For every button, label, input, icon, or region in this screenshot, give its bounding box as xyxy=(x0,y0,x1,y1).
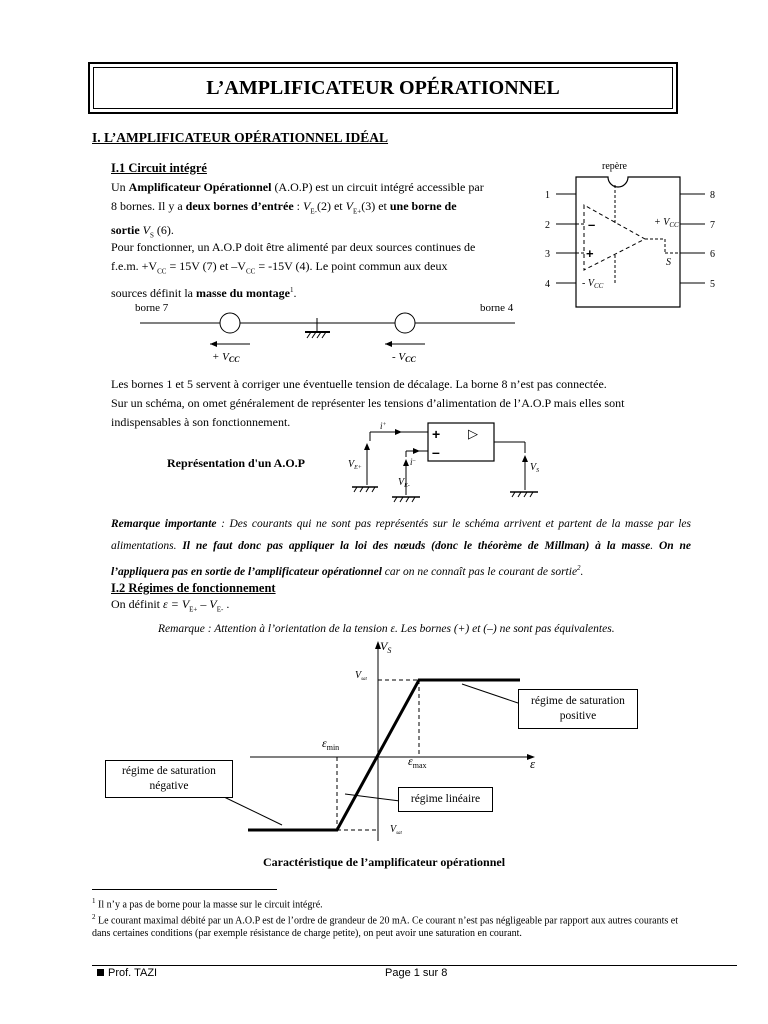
pin-3: 3 xyxy=(545,249,550,260)
repr-minus: – xyxy=(432,444,440,460)
borne4-label: borne 4 xyxy=(480,302,514,314)
paragraph-offset: Les bornes 1 et 5 servent à corriger une éventuelle tension de décalage. La borne 8 n’est pas connectée. Sur un schéma, on omet généralement de représenter les tensions d’alimentation de l’A.O.P mais elles sont indispensables à son fonctionnement. xyxy=(111,377,625,429)
label-emin: $\varepsilon_{min}$ xyxy=(322,736,340,752)
paragraph-intro: Un Amplificateur Opérationnel (A.O.P) est un circuit intégré accessible par 8 bornes. Il y a deux bornes d’entrée : $V_{E-}(2)$ et $V_{E+}(3)$ et une borne de sortie $V_S$ (6). xyxy=(111,180,484,240)
remark-orientation: Remarque : Attention à l’orientation de la tension ε. Les bornes (+) et (–) ne sont pas équivalentes. xyxy=(158,623,615,635)
section-heading: I. L’AMPLIFICATEUR OPÉRATIONNEL IDÉAL xyxy=(92,130,389,145)
pin-4: 4 xyxy=(545,279,550,290)
subsection-heading-2: I.2 Régimes de fonctionnement xyxy=(111,581,276,595)
box-saturation-positive: régime de saturation positive xyxy=(518,689,638,729)
box-saturation-negative: régime de saturation négative xyxy=(105,760,233,798)
footer-page: Page 1 sur 8 xyxy=(385,967,448,979)
footnote-1: $^1$ Il n’y a pas de borne pour la masse sur le circuit intégré. xyxy=(92,897,323,911)
footer-rule xyxy=(92,965,737,966)
pin-5: 5 xyxy=(710,279,715,290)
repr-label: Représentation d'un A.O.P xyxy=(167,456,306,470)
label-vsat-neg: $V_{sat}$ xyxy=(390,824,402,836)
footnote-2: $^2$ Le courant maximal débité par un A.O.P est de l’ordre de grandeur de 20 mA. Ce courant n’est pas négligeable par rapport aux autres courants et dans certaines conditions (par exemple résistance de charge petite), on peut avoir une saturation en courant. xyxy=(92,913,678,939)
label-vsat-pos: $V_{sat}$ xyxy=(355,670,367,682)
repere-label: repère xyxy=(602,161,627,172)
opamp-symbol-diagram xyxy=(340,415,570,510)
chip-s: S xyxy=(666,257,671,268)
footnotes xyxy=(92,895,682,940)
pin-6: 6 xyxy=(710,249,715,260)
pin-7: 7 xyxy=(710,220,715,231)
chip-vcc-neg: - $V_{CC}$ xyxy=(582,278,604,290)
repr-triangle: ▷ xyxy=(468,426,478,441)
chip-diagram xyxy=(540,155,730,305)
chip-minus: – xyxy=(588,217,596,232)
square-bullet-icon xyxy=(97,969,104,976)
remark-important: Remarque importante : Des courants qui ne sont pas représentés sur le schéma arrivent et partent de la masse par les alimentations. Il ne faut donc pas appliquer la loi des nœuds (donc le théorème de Millman) à la masse. On ne l’appliquera pas en sortie de l’amplificateur opérationnel car on ne connaît pas le courant de sortie$^2$. xyxy=(111,518,692,578)
footer-author: Prof. TAZI xyxy=(97,967,157,979)
repr-vs: $V_S$ xyxy=(530,462,540,474)
box-regime-lineaire: régime linéaire xyxy=(398,787,493,812)
borne7-label: borne 7 xyxy=(135,302,169,314)
repr-veminus: $V_{E-}$ xyxy=(398,477,410,489)
repr-plus: + xyxy=(432,426,441,442)
axis-eps: ε xyxy=(530,756,536,771)
page-title: L’AMPLIFICATEUR OPÉRATIONNEL xyxy=(93,67,673,109)
repr-iplus: i+ xyxy=(380,421,387,431)
chip-plus: + xyxy=(586,246,594,261)
characteristic-graph xyxy=(240,636,560,846)
footnote-rule xyxy=(92,889,277,890)
pin-1: 1 xyxy=(545,190,550,201)
title-box xyxy=(88,62,678,114)
repr-veplus: $V_{E+}$ xyxy=(348,459,362,471)
subsection-heading-1: I.1 Circuit intégré xyxy=(111,161,207,175)
label-emax: $\varepsilon_{max}$ xyxy=(408,754,427,770)
repr-iminus: i– xyxy=(410,457,416,467)
pin-2: 2 xyxy=(545,220,550,231)
supply-vcc-pos: + VCC xyxy=(212,351,240,364)
epsilon-definition: On définit $\varepsilon = V_{E+} - V_{E-}$ . xyxy=(111,597,230,614)
supply-vcc-neg: - VCC xyxy=(392,351,416,364)
supply-diagram xyxy=(130,300,530,370)
pin-8: 8 xyxy=(710,190,715,201)
paragraph-supply: Pour fonctionner, un A.O.P doit être alimenté par deux sources continues de f.e.m. $+V_{CC} = 15V$ (7) et $-V_{CC} = -15V$ (4). Le point commun aux deux sources définit la masse du montage$^1$. xyxy=(111,240,476,301)
chip-vcc-pos: + $V_{CC}$ xyxy=(654,217,679,229)
graph-caption: Caractéristique de l’amplificateur opérationnel xyxy=(262,855,506,869)
axis-vs: $V_S$ xyxy=(380,639,392,655)
